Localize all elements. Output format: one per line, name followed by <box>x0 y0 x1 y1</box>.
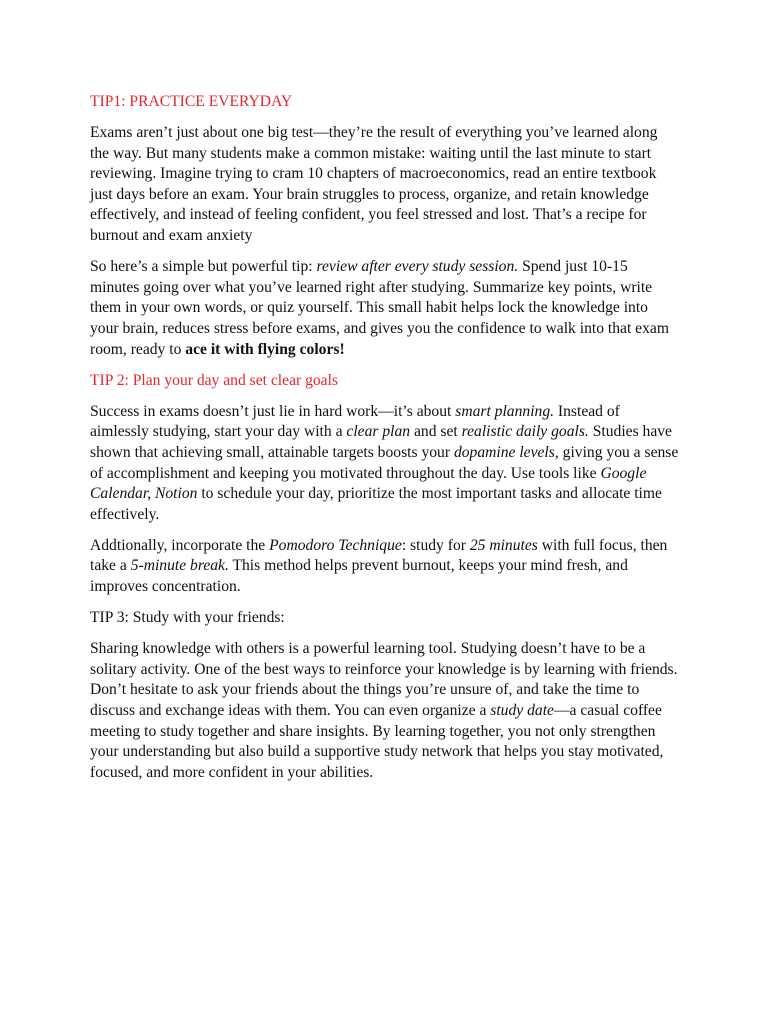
emphasis-dopamine: dopamine levels <box>453 443 555 461</box>
text-run: to schedule your day, prioritize the most important tasks and allocate time effectively. <box>90 485 662 523</box>
tip1-paragraph-1: Exams aren’t just about one big test—they’re the result of everything you’ve learned along the way. But many students make a common mistake: waiting until the last minute to start reviewing. Imagine trying to cram 10 chapters of macroeconomics, read an entire textbook just days before an exam. Your brain struggles to process, organize, and retain knowledge effectively, and instead of feeling confident, you feel stressed and lost. That’s a recipe for burnout and exam anxiety <box>90 124 658 245</box>
tip2-paragraph-1 <box>90 402 680 526</box>
emphasis-clear-plan: clear plan <box>346 423 411 441</box>
emphasis-smart-planning: smart planning. <box>455 402 555 420</box>
tip1-heading: TIP1: PRACTICE EVERYDAY <box>90 93 293 110</box>
text-run: Success in exams doesn’t just lie in hard work—it’s about <box>90 402 456 420</box>
text-run: and set <box>410 423 462 441</box>
text-run: —a casual coffee meeting to study together and share insights. By learning together, you not only strengthen your understanding but also build a supportive study network that helps you stay motivated, focused, and more confident in your abilities. <box>90 701 664 781</box>
text-run: : study for <box>401 536 470 554</box>
tip2-heading: TIP 2: Plan your day and set clear goals <box>90 371 338 389</box>
emphasis-5-minute-break: 5-minute break. <box>130 557 229 575</box>
text-run: Addtionally, incorporate the <box>90 536 270 554</box>
tip3-heading: TIP 3: Study with your friends: <box>90 609 285 627</box>
emphasis-review-session: review after every study session. <box>316 258 519 276</box>
text-run: So here’s a simple but powerful tip: <box>90 258 317 276</box>
bold-flying-colors: ace it with flying colors! <box>185 340 345 358</box>
text-run: This method helps prevent burnout, keeps your mind fresh, and improves concentration. <box>90 557 628 595</box>
document-page <box>90 92 680 794</box>
text-run: Studies have shown that achieving small, attainable targets boosts your <box>90 423 672 461</box>
text-run: with full focus, then take a <box>90 536 668 575</box>
tip2-paragraph-2 <box>90 536 680 598</box>
text-run: , giving you a sense of accomplishment and keeping you motivated throughout the day. Use tools like <box>90 443 679 482</box>
emphasis-pomodoro: Pomodoro Technique <box>269 536 402 554</box>
text-run: Instead of aimlessly studying, start your day with a <box>90 402 620 441</box>
tip1-paragraph-2 <box>90 257 680 360</box>
emphasis-tools: Google Calendar, Notion <box>90 464 647 503</box>
emphasis-25-minutes: 25 minutes <box>469 536 538 554</box>
emphasis-study-date: study date <box>490 701 554 719</box>
emphasis-daily-goals: realistic daily goals. <box>461 423 589 441</box>
text-run: Sharing knowledge with others is a powerful learning tool. Studying doesn’t have to be a solitary activity. One of the best ways to reinforce your knowledge is by learning with friends. Don’t hesitate to ask your friends about the things you’re unsure of, and take the time to discuss and exchange ideas with them. You can even organize a <box>90 640 678 719</box>
text-run: Spend just 10-15 minutes going over what you’ve learned right after studying. Summarize key points, write them in your own words, or quiz yourself. This small habit helps lock the knowledge into your brain, reduces stress before exams, and gives you the confidence to walk into that exam room, ready to <box>90 258 669 358</box>
tip3-paragraph-1 <box>90 639 680 783</box>
